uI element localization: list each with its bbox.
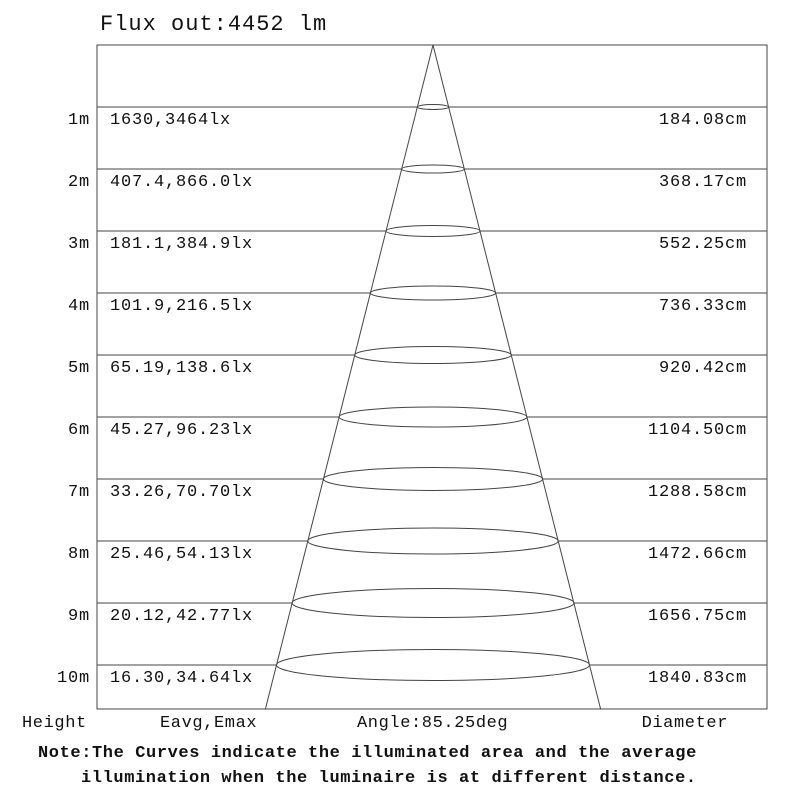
flux-output-label: Flux out:4452 lm (100, 12, 328, 37)
row-diameter-value: 368.17cm (658, 173, 747, 192)
beam-spread-ellipse (370, 286, 495, 300)
beam-spread-ellipse (402, 165, 465, 173)
row-eavg-emax-value: 1630,3464lx (110, 111, 232, 130)
beam-angle-label: Angle:85.25deg (357, 714, 509, 733)
row-diameter-value: 736.33cm (658, 297, 747, 316)
row-eavg-emax-value: 33.26,70.70lx (110, 483, 254, 502)
row-height-label: 1m (67, 111, 90, 130)
beam-spread-ellipse (308, 528, 558, 554)
row-eavg-emax-value: 20.12,42.77lx (110, 607, 254, 626)
row-eavg-emax-value: 25.46,54.13lx (110, 545, 254, 564)
row-diameter-value: 184.08cm (658, 111, 747, 130)
row-diameter-value: 1288.58cm (647, 483, 747, 502)
row-height-label: 5m (67, 359, 90, 378)
row-diameter-value: 1840.83cm (647, 669, 747, 688)
row-eavg-emax-value: 45.27,96.23lx (110, 421, 254, 440)
row-diameter-value: 1656.75cm (647, 607, 747, 626)
row-height-label: 8m (67, 545, 90, 564)
beam-spread-ellipse (355, 347, 512, 364)
beam-spread-ellipse (339, 407, 527, 427)
row-height-label: 2m (67, 173, 90, 192)
row-diameter-value: 920.42cm (658, 359, 747, 378)
height-column-label: Height (22, 714, 87, 733)
diameter-column-label: Diameter (641, 714, 728, 733)
row-height-label: 6m (67, 421, 90, 440)
row-height-label: 4m (67, 297, 90, 316)
row-eavg-emax-value: 407.4,866.0lx (110, 173, 254, 192)
row-diameter-value: 1472.66cm (647, 545, 747, 564)
beam-spread-ellipse (292, 589, 574, 618)
row-height-label: 10m (56, 669, 90, 688)
row-height-label: 7m (67, 483, 90, 502)
note-line-1: Note:The Curves indicate the illuminated area and the average (38, 744, 697, 763)
row-eavg-emax-value: 65.19,138.6lx (110, 359, 254, 378)
beam-spread-ellipse (417, 105, 448, 110)
beam-spread-ellipse (323, 468, 542, 491)
row-height-label: 9m (67, 607, 90, 626)
row-diameter-value: 1104.50cm (647, 421, 747, 440)
note-line-2: illumination when the luminaire is at different distance. (81, 769, 697, 788)
row-eavg-emax-value: 16.30,34.64lx (110, 669, 254, 688)
row-eavg-emax-value: 181.1,384.9lx (110, 235, 254, 254)
row-eavg-emax-value: 101.9,216.5lx (110, 297, 254, 316)
eavg-emax-column-label: Eavg,Emax (160, 714, 258, 733)
beam-spread-ellipse (386, 226, 480, 237)
row-height-label: 3m (67, 235, 90, 254)
row-diameter-value: 552.25cm (658, 235, 747, 254)
beam-spread-ellipse (277, 650, 590, 681)
